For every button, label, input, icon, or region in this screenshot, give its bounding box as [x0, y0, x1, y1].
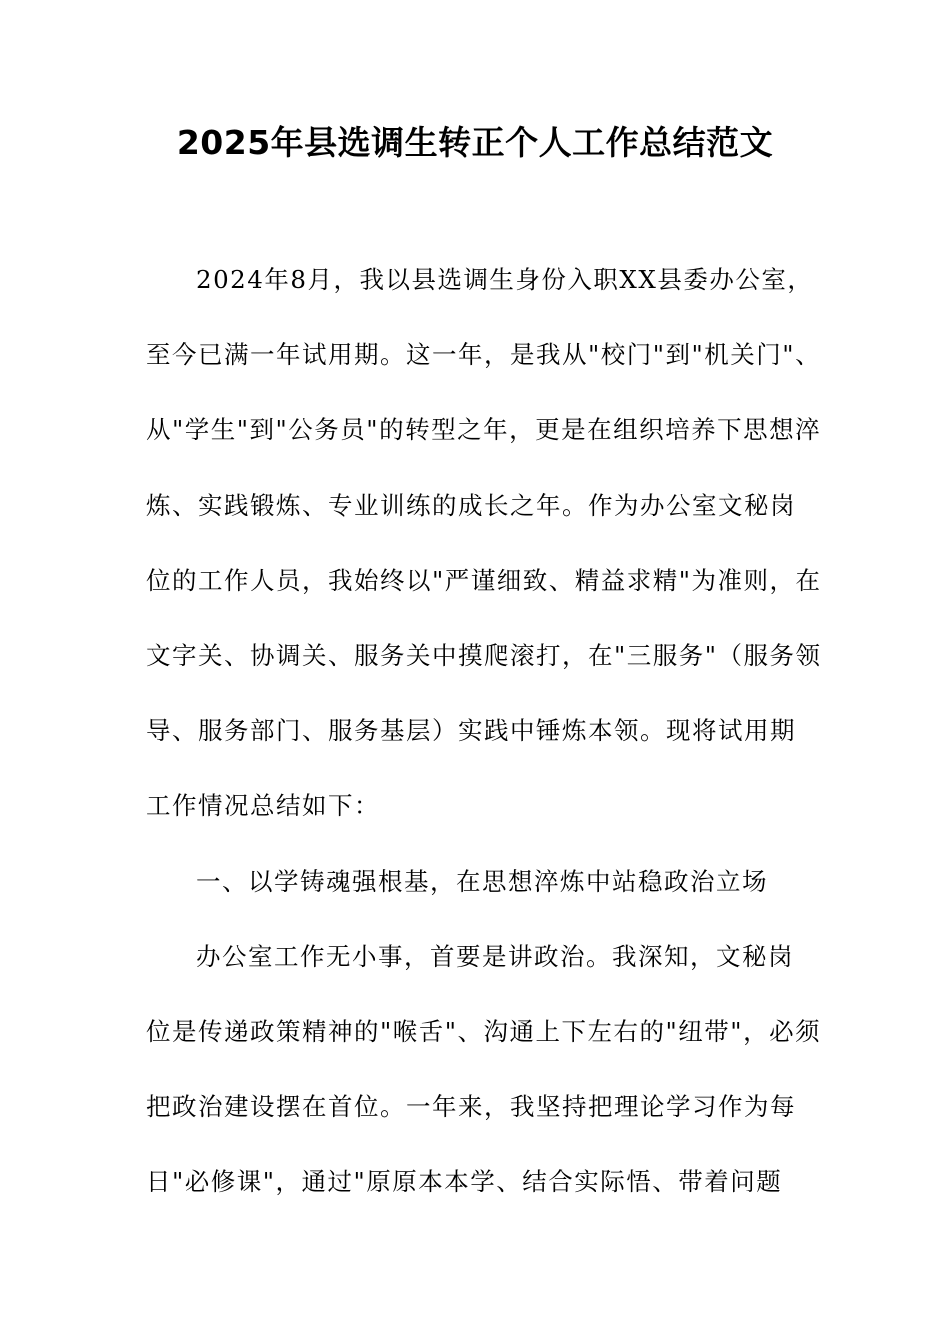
- section-heading: 一、以学铸魂强根基，在思想淬炼中站稳政治立场: [196, 866, 768, 896]
- paragraph-line: 位的工作人员，我始终以"严谨细致、精益求精"为准则，在: [146, 565, 822, 595]
- paragraph-line: 办公室工作无小事，首要是讲政治。我深知，文秘岗: [196, 941, 794, 971]
- document-body: [146, 242, 822, 1219]
- paragraph-line: 2024年8月，我以县选调生身份入职XX县委办公室，: [196, 265, 814, 294]
- paragraph-line: 工作情况总结如下：: [146, 791, 380, 821]
- paragraph-line: 从"学生"到"公务员"的转型之年，更是在组织培养下思想淬: [146, 415, 822, 445]
- document-title: 2025年县选调生转正个人工作总结范文: [176, 123, 774, 162]
- paragraph-line: 至今已满一年试用期。这一年，是我从"校门"到"机关门"、: [146, 340, 822, 370]
- paragraph-line: 炼、实践锻炼、专业训练的成长之年。作为办公室文秘岗: [146, 490, 796, 520]
- paragraph-line: 日"必修课"，通过"原原本本学、结合实际悟、带着问题: [146, 1167, 783, 1197]
- paragraph-line: 文字关、协调关、服务关中摸爬滚打，在"三服务"（服务领: [146, 640, 822, 670]
- paragraph-line: 把政治建设摆在首位。一年来，我坚持把理论学习作为每: [146, 1092, 796, 1122]
- paragraph-line: 位是传递政策精神的"喉舌"、沟通上下左右的"纽带"，必须: [146, 1016, 822, 1046]
- paragraph-line: 导、服务部门、服务基层）实践中锤炼本领。现将试用期: [146, 716, 796, 746]
